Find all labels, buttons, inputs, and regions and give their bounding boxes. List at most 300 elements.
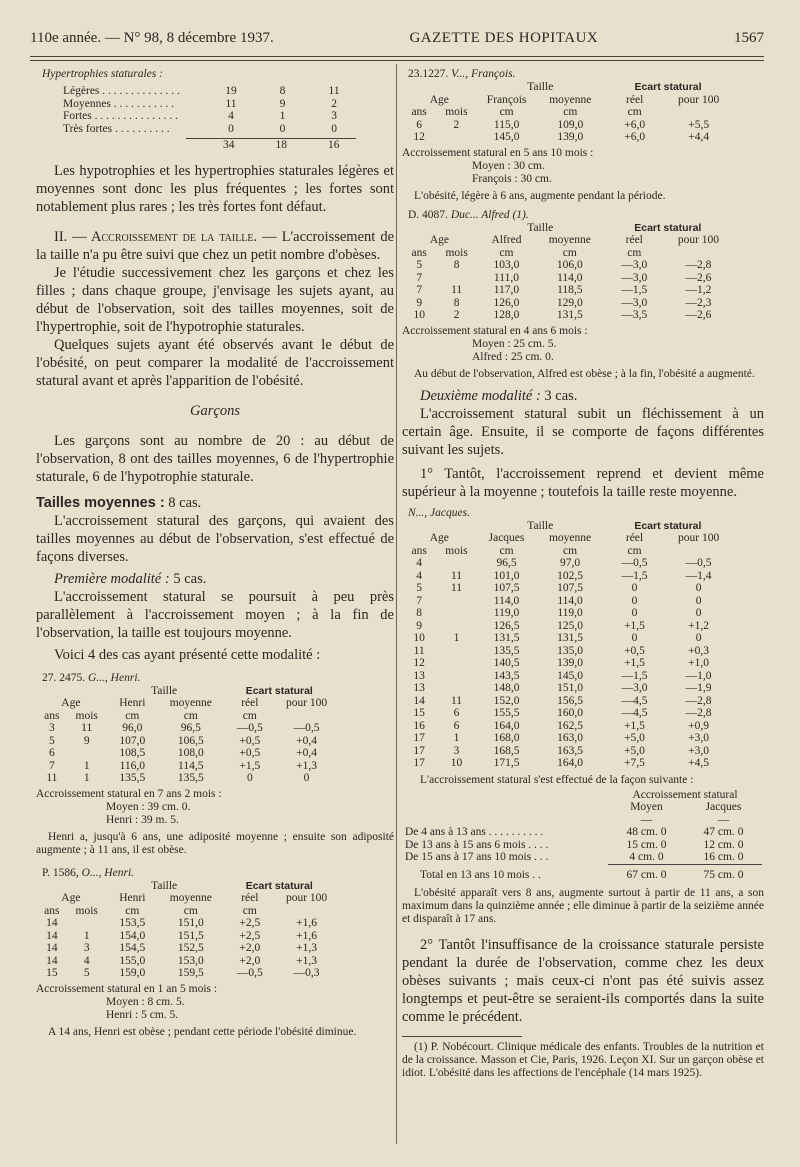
cell: —0,5 (236, 967, 263, 979)
cell: 8 (453, 296, 460, 309)
case-patient: V..., François. (451, 68, 516, 80)
header-unit: mois (445, 106, 468, 118)
cell: +3,0 (688, 732, 710, 744)
cell: 155,0 (119, 954, 146, 967)
case-row (402, 297, 732, 310)
issue-info: 110e année. — N° 98, 8 décembre 1937. (30, 30, 274, 46)
cell: 106,5 (177, 734, 204, 747)
header-unit: cm (499, 246, 514, 259)
row-label: Très fortes . . . . . . . . . . (63, 122, 170, 135)
case-accroissement: Accroissement statural en 5 ans 10 mois : (402, 146, 594, 159)
cell (436, 557, 476, 570)
cell: 168,5 (493, 744, 520, 757)
case-row (36, 722, 336, 735)
cell: 6 (48, 747, 55, 759)
acc-value: 47 cm. 0 (703, 826, 744, 838)
cell: +1,3 (296, 954, 317, 967)
case-note: Au début de l'observation, Alfred est obèse ; à la fin, l'obésité a augmenté. (414, 367, 755, 380)
cell: 145,0 (557, 669, 583, 682)
header-reel: réel (626, 93, 644, 106)
header-unit: cm (183, 904, 198, 917)
cell: 115,0 (493, 118, 520, 131)
cell: 4 (416, 557, 423, 569)
cell (436, 657, 476, 670)
cell (436, 670, 476, 683)
row-value: 9 (279, 97, 286, 110)
case-table-4 (402, 209, 764, 381)
case-note: A 14 ans, Henri est obèse ; pendant cette période l'obésité diminue. (48, 1025, 357, 1038)
case-data-table (36, 685, 336, 785)
row-label: Fortes . . . . . . . . . . . . . . . (63, 110, 178, 122)
acc-total-label: Total en 13 ans 10 mois . . (420, 868, 541, 881)
cell: 5 (416, 582, 423, 594)
cell: 5 (83, 967, 90, 979)
header-unit: cm (627, 544, 642, 557)
case-row (402, 309, 732, 322)
cell: +2,0 (239, 942, 261, 954)
case-row (402, 607, 732, 620)
case-row (402, 131, 732, 144)
cell: 0 (303, 772, 310, 784)
case-row (402, 284, 732, 297)
cell: 6 (416, 118, 422, 131)
cell: —2,6 (685, 271, 712, 284)
cell (436, 645, 476, 658)
cell: —0,5 (236, 722, 263, 734)
cell: +1,2 (688, 619, 710, 632)
cell: 15 (46, 967, 58, 979)
cell (68, 917, 106, 930)
cell: 7 (416, 271, 423, 284)
cell: 140,5 (493, 657, 520, 669)
header-unit: cm (563, 544, 578, 557)
header-unit: cm (183, 709, 198, 722)
cell: 131,5 (557, 632, 583, 644)
cell: +1,5 (624, 657, 645, 669)
cell: 119,0 (493, 607, 520, 619)
case-row (402, 272, 732, 285)
header-unit: mois (445, 544, 468, 557)
case-row (36, 917, 336, 930)
cell: +4,5 (688, 757, 710, 769)
case-table-2 (36, 867, 394, 1039)
case-row (36, 772, 336, 785)
cell: 139,0 (557, 657, 583, 669)
header-unit: ans (44, 709, 60, 722)
cell: 164,0 (557, 757, 583, 769)
case-title (42, 672, 394, 685)
acc-row (402, 851, 762, 864)
modality-rest: 5 cas. (169, 570, 207, 587)
cell: 152,5 (177, 942, 204, 954)
case-row (402, 732, 732, 745)
column-divider (396, 64, 397, 1144)
header-taille: Taille (527, 221, 554, 234)
footnote-rule (402, 1036, 522, 1037)
case-patient: G..., Henri. (88, 671, 141, 684)
header-unit: cm (499, 544, 514, 557)
cell: 152,0 (493, 694, 520, 707)
cell: 1 (83, 772, 90, 784)
cell: 0 (631, 594, 638, 607)
header-age: Age (61, 697, 81, 709)
paragraph: Quelques sujets ayant été observés avant le début de l'obésité, on peut comparer la modalité de l'accroissement statural avant et après l'apparition de l'obésité. (36, 336, 394, 389)
cell: 135,0 (557, 644, 583, 657)
header-unit: mois (75, 709, 98, 722)
hyper-table (60, 85, 360, 135)
cell: 11 (451, 284, 463, 296)
cell: —1,5 (621, 284, 648, 296)
cell: 108,0 (177, 747, 204, 759)
cell: —4,5 (621, 707, 648, 719)
cell: +0,5 (239, 747, 261, 759)
right-column (402, 68, 764, 1080)
acc-value: 4 cm. 0 (629, 851, 664, 863)
cell: 17 (413, 757, 425, 769)
cell: 14 (46, 954, 58, 967)
section-ii (36, 228, 394, 264)
cell: 0 (695, 607, 702, 619)
header-name: Henri (119, 892, 146, 904)
header-reel: réel (625, 234, 643, 246)
header-taille: Taille (151, 684, 178, 697)
header-unit: cm (627, 246, 642, 259)
cell: 128,0 (493, 309, 520, 321)
case-row (36, 967, 336, 980)
case-name-line: François : 30 cm. (472, 172, 552, 185)
case-moyen: Moyen : 30 cm. (472, 159, 545, 172)
row-label: Légères . . . . . . . . . . . . . . (63, 85, 180, 97)
header-unit: mois (445, 246, 468, 259)
paragraph: 1° Tantôt, l'accroissement reprend et devient même supérieur à la moyenne ; toutefois la taille reste moyenne. (402, 465, 764, 500)
cell: +2,5 (239, 929, 261, 942)
row-value: 19 (225, 85, 237, 97)
cell (436, 131, 476, 144)
cell: 7 (48, 759, 55, 772)
cell: +1,0 (688, 657, 710, 669)
acc-row (402, 839, 762, 852)
hyper-title: Hypertrophies staturales : (42, 68, 163, 80)
cell: 126,5 (493, 619, 520, 632)
cell: 1 (453, 632, 460, 644)
acc-label: De 15 ans à 17 ans 10 mois . . . (405, 851, 549, 864)
cell: 0 (631, 582, 638, 594)
left-column (36, 68, 394, 1039)
cell: —3,0 (621, 296, 648, 309)
cell: 148,0 (493, 682, 520, 694)
cell: 135,5 (119, 772, 146, 784)
bold-heading: Tailles moyennes : (36, 494, 165, 511)
total-2: 18 (275, 139, 287, 151)
case-table-3 (402, 68, 764, 203)
cell: +1,3 (296, 942, 317, 954)
cell: 143,5 (493, 669, 520, 682)
cell: 12 (413, 657, 425, 669)
cell: —4,5 (621, 694, 648, 707)
header-age: Age (429, 93, 449, 106)
case-row (402, 119, 732, 132)
header-ecart: Ecart statural (245, 879, 313, 892)
row-value: 0 (279, 122, 286, 135)
case-data-table (402, 520, 732, 770)
row-value: 0 (228, 122, 234, 135)
paragraph: — L'accroissement de la taille n'a pu être suivi que chez un petit nombre d'obèses. (36, 228, 394, 263)
case-row (36, 735, 336, 748)
case-row (402, 670, 732, 683)
hyper-row (60, 98, 360, 111)
cell: 154,0 (119, 929, 146, 942)
cell: 11 (450, 569, 463, 582)
cell: 6 (453, 719, 460, 732)
case-title (408, 507, 764, 520)
cell: 14 (413, 694, 425, 707)
case-data-table (402, 81, 732, 144)
case-patient: O..., Henri. (81, 866, 135, 879)
cell (436, 272, 477, 285)
paragraph: Les hypotrophies et les hypertrophies staturales légères et moyennes sont donc les plus fréquentes ; les fortes sont notablement plus rares ; les très fortes font défaut. (36, 162, 394, 215)
case-row (402, 620, 732, 633)
row-value: 1 (279, 110, 286, 122)
cell: 153,5 (119, 917, 146, 929)
header-unit: ans (44, 904, 60, 917)
header-rule-thin (30, 60, 764, 61)
cell: —1,0 (685, 669, 712, 682)
cell: 151,0 (557, 682, 583, 694)
cell: 17 (413, 732, 425, 744)
header-name: Alfred (491, 234, 522, 246)
cell: 8 (416, 607, 423, 619)
case-row (402, 632, 732, 645)
cell: 160,0 (557, 707, 583, 719)
cell: —2,8 (685, 259, 712, 271)
cell: 96,5 (180, 722, 201, 734)
cell: 14 (46, 917, 58, 929)
cell: +0,9 (688, 719, 710, 732)
cell: +0,4 (296, 734, 317, 747)
cell: 9 (416, 619, 423, 632)
modality-rest: 3 cas. (540, 387, 578, 404)
cell: —1,5 (621, 569, 648, 582)
header-reel: réel (625, 532, 644, 544)
header-name: Henri (119, 697, 146, 709)
cell: 106,0 (556, 259, 583, 271)
header-unit: ans (411, 106, 427, 118)
header-unit: cm (499, 106, 514, 118)
header-ecart: Ecart statural (634, 81, 702, 93)
cell: +0,5 (624, 644, 645, 657)
acc-header: Accroissement statural (632, 788, 738, 801)
cell: 107,5 (493, 582, 520, 594)
row-value: 8 (279, 85, 286, 97)
cell: 131,5 (556, 309, 583, 321)
cell: 139,0 (557, 131, 584, 143)
cell: 114,5 (178, 759, 204, 772)
cell: 135,5 (177, 772, 204, 784)
footnote: (1) P. Nobécourt. Clinique médicale des enfants. Troubles de la nutrition et de la croissance. Masson et Cie, Paris, 1926. Leçon XI. Sur un garçon obèse et idiot. L'obésité dans les affections de l'encéphale (14 mars 1925). (402, 1041, 764, 1079)
section-heading: II. — Accroissement de la taille. (54, 228, 258, 245)
cell: 154,5 (119, 942, 146, 954)
cell: —1,9 (685, 682, 712, 694)
cell: 162,5 (557, 719, 583, 732)
case-row (402, 757, 732, 770)
cell: 13 (413, 669, 425, 682)
row-value: 2 (331, 97, 337, 110)
case-title (408, 68, 764, 81)
cell: 10 (413, 632, 425, 644)
note: L'obésité apparaît vers 8 ans, augmente surtout à partir de 11 ans, a son maximum dans la quinzième année ; elle diminue à partir de la seizième année et disparaît à 17 ans. (402, 887, 764, 925)
case-table-5 (402, 507, 764, 770)
cell: 135,5 (493, 644, 520, 657)
heading-rest: 8 cas. (164, 494, 202, 511)
cell: +2,5 (239, 917, 261, 929)
row-value: 3 (331, 110, 337, 122)
page-header (30, 30, 764, 52)
cell: —3,0 (621, 271, 648, 284)
cell: 168,0 (493, 732, 520, 744)
acc-value: 15 cm. 0 (626, 838, 667, 851)
header-taille: Taille (527, 519, 554, 532)
header-moy: moyenne (548, 234, 591, 246)
cell: 7 (416, 284, 423, 296)
acc-value: 16 cm. 0 (703, 851, 744, 863)
cell: 3 (48, 722, 55, 734)
cell: +1,5 (239, 759, 261, 772)
cell: 17 (413, 744, 425, 757)
cell: 9 (83, 734, 90, 747)
case-row (402, 657, 732, 670)
header-taille: Taille (527, 81, 554, 93)
header-name: François (486, 93, 527, 106)
cell: +1,6 (296, 917, 317, 929)
cell: 151,0 (177, 917, 204, 929)
case-moyen: Moyen : 25 cm. 5. (472, 337, 557, 350)
cell: 101,0 (493, 569, 520, 582)
header-reel: réel (241, 697, 259, 709)
header-ecart: Ecart statural (634, 221, 702, 234)
cell: —3,0 (621, 682, 648, 694)
cell: 107,0 (119, 734, 146, 747)
paragraph: Voici 4 des cas ayant présenté cette modalité : (54, 646, 321, 663)
case-data-table (36, 880, 336, 980)
cell (68, 747, 106, 760)
cell: 11 (450, 582, 463, 594)
cell: 0 (631, 607, 638, 619)
header-unit: cm (125, 904, 140, 917)
case-row (36, 930, 336, 943)
cell: 15 (413, 707, 425, 719)
header-moy: moyenne (169, 892, 212, 904)
modality-heading: Deuxième modalité : (420, 387, 541, 404)
total-1: 34 (222, 139, 235, 151)
cell: 3 (83, 942, 90, 954)
header-unit: ans (411, 246, 427, 259)
acc-total-moyen: 67 cm. 0 (626, 868, 667, 881)
header-unit: cm (563, 106, 578, 118)
header-unit: cm (562, 246, 577, 259)
case-moyen: Moyen : 39 cm. 0. (106, 800, 191, 813)
cell (436, 595, 476, 608)
paragraph: Les garçons sont au nombre de 20 : au début de l'observation, 8 ont des tailles moyennes, 6 de l'hypertrophie staturale, 6 de l'hypotrophie staturale. (36, 432, 394, 485)
hyper-total (60, 139, 360, 152)
cell: 4 (83, 954, 90, 967)
cell: 109,0 (557, 118, 584, 131)
cell: —2,6 (685, 309, 712, 321)
cell: —3,0 (621, 259, 648, 271)
cell: —2,3 (685, 296, 712, 309)
hyper-row (60, 110, 360, 123)
cell (436, 620, 476, 633)
case-row (402, 695, 732, 708)
header-name: Jacques (488, 532, 525, 544)
header-age: Age (61, 892, 81, 904)
acc-col-moyen: Moyen (630, 801, 663, 813)
case-name-line: Henri : 39 m. 5. (106, 813, 179, 826)
row-value: 11 (225, 97, 237, 110)
acc-label: De 13 ans à 15 ans 6 mois . . . . (405, 838, 549, 851)
accroissement-table: Accroissement statural Moyen Jacques — — De 4 ans à 13 ans . . . . . . . . . . 48 cm. 0 47 cm. 0 De 13 ans à 15 ans 6 mois . . . . 15 cm. 0 12 cm. 0 De 15 ans à 17 ans 10 mois . . . 4 cm. 0 16 cm. 0 Total en 13 ans 10 mois . . 67 cm. 0 75 cm. 0 (402, 789, 762, 882)
cell: 151,5 (177, 929, 204, 942)
subsection-title: Garçons (190, 402, 240, 419)
header-reel: réel (241, 892, 259, 904)
row-label: Moyennes . . . . . . . . . . . (63, 97, 175, 110)
cell: 163,0 (557, 732, 583, 744)
cell: 159,0 (119, 967, 146, 979)
header-pour: pour 100 (285, 697, 328, 709)
case-title (408, 209, 764, 222)
case-table-1 (36, 672, 394, 857)
case-row (402, 707, 732, 720)
header-pour: pour 100 (285, 892, 328, 904)
cell: 102,5 (557, 569, 583, 582)
cell: —0,5 (621, 557, 648, 569)
cell: 7 (416, 594, 423, 607)
case-number: 23.1227. (408, 68, 449, 80)
header-unit: cm (242, 709, 257, 722)
case-row (402, 570, 732, 583)
cell: 103,0 (493, 259, 520, 271)
cell: 11 (81, 722, 93, 734)
cell: 16 (413, 719, 425, 732)
cell: 14 (46, 929, 58, 942)
tailles-moyennes (36, 494, 394, 512)
cell: 159,5 (177, 967, 204, 979)
case-row (402, 582, 732, 595)
hyper-row (60, 85, 360, 98)
header-ecart: Ecart statural (634, 519, 702, 532)
acc-col-name: Jacques (705, 801, 742, 813)
case-title (42, 867, 394, 880)
cell: 171,5 (493, 757, 520, 769)
cell: 129,0 (556, 296, 583, 309)
case-row (402, 259, 732, 272)
case-row (402, 557, 732, 570)
paragraph: Je l'étudie successivement chez les garçons et chez les filles ; dans chaque groupe, j'envisage les sujets ayant, au début de l'observation, soit des tailles moyennes, soit de l'hypertrophie, soit de l'hypotrophie staturales. (36, 264, 394, 335)
cell: 5 (48, 734, 55, 747)
header-age: Age (429, 234, 450, 246)
cell: —3,5 (621, 309, 648, 321)
cell: 14 (46, 942, 58, 954)
case-accroissement: Accroissement statural en 1 an 5 mois : (36, 982, 218, 995)
header-pour: pour 100 (678, 532, 720, 544)
case-row (402, 745, 732, 758)
acc-value: 12 cm. 0 (703, 838, 744, 851)
cell: 163,5 (557, 744, 583, 757)
cell: +6,0 (624, 131, 646, 143)
acc-row (402, 826, 762, 839)
cell: —0,3 (293, 967, 320, 979)
header-age: Age (429, 532, 449, 544)
cell: +7,5 (624, 757, 645, 769)
